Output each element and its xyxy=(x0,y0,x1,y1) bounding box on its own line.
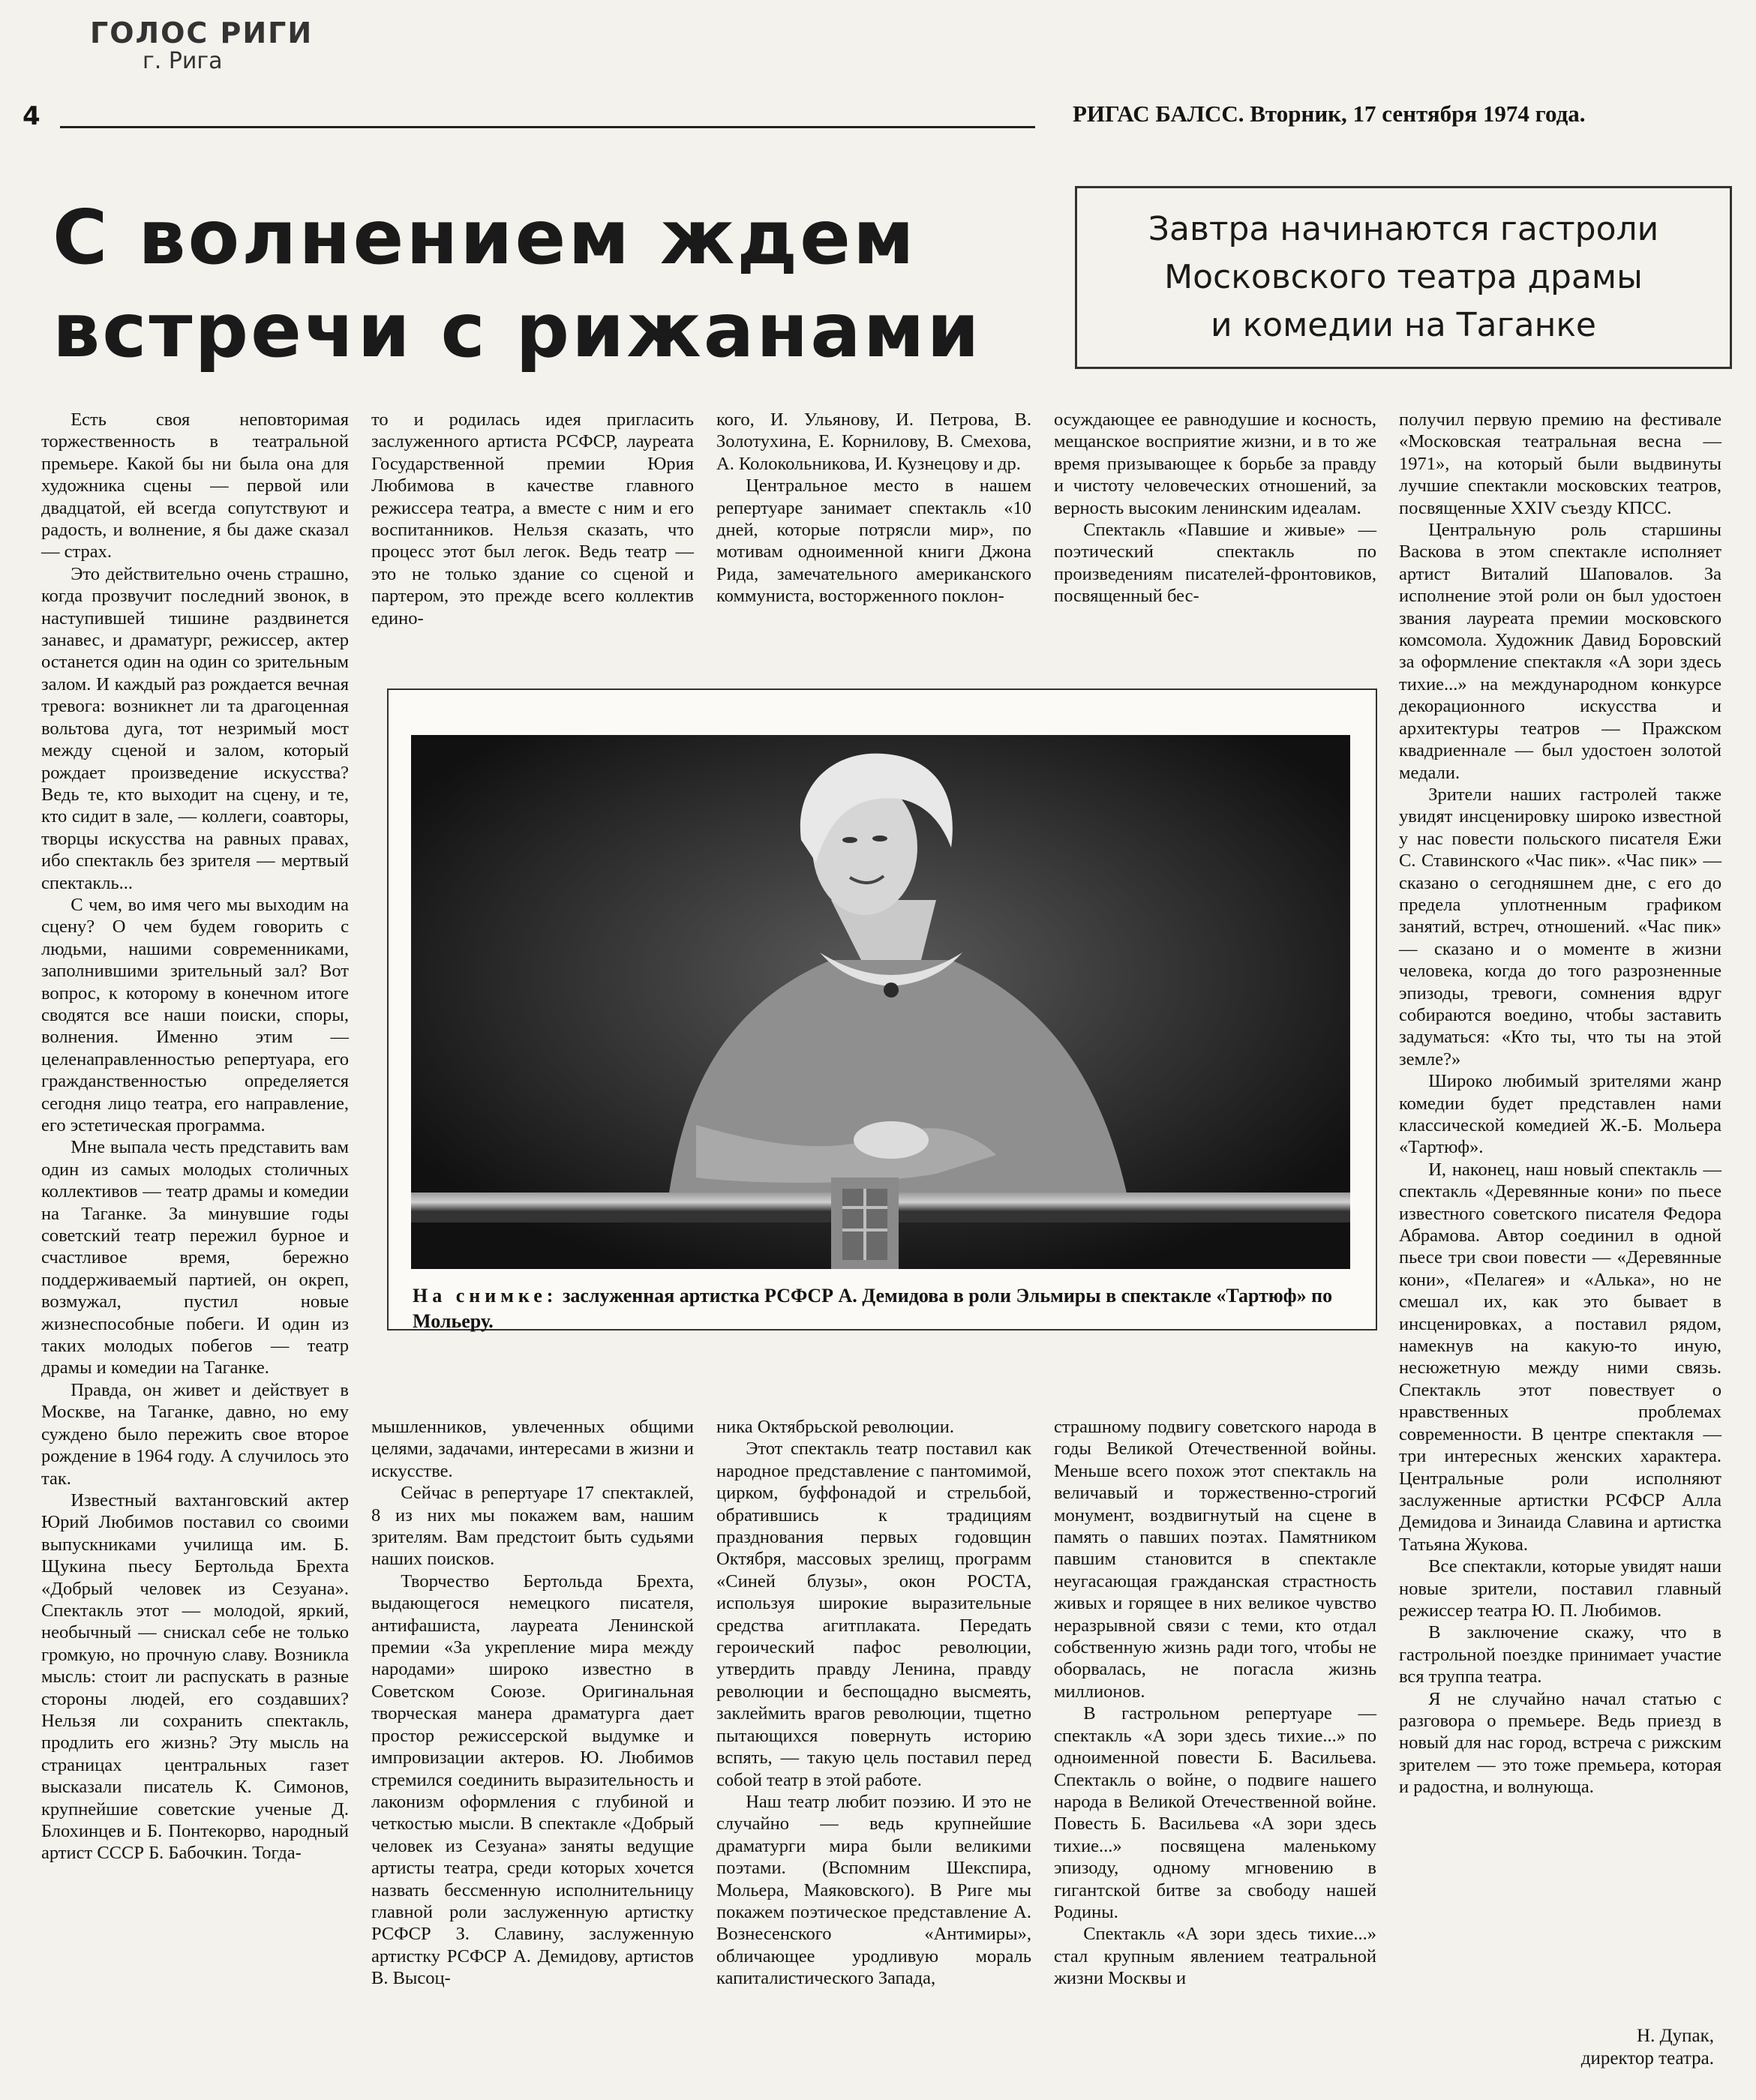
article-column-3-bottom xyxy=(716,1416,1031,1990)
caption-lead: На снимке: xyxy=(413,1285,558,1306)
paragraph: Этот спектакль театр поставил как народное представление с пантомимой, цирком, буффонадой и стрельбой, обратившись к традициям празднования первых годовщин Октября, массовых зрелищ, программ «Синей блузы», окон РОСТА, используя широкие выразительные средства агитплаката. Передать героический пафос революции, утвердить правду Ленина, правду революции и беспощадно высмеять, заклеймить врагов революции, тщетно пытающихся повернуть историю вспять, — такую цель поставил перед собой театр в этой работе. xyxy=(716,1438,1031,1790)
stamp-line-1: ГОЛОС РИГИ xyxy=(90,16,314,50)
paragraph: Правда, он живет и действует в Москве, на Таганке, давно, но ему суждено было пережить свое второе рождение в 1964 году. А случилось это так. xyxy=(41,1379,349,1489)
paragraph: Сейчас в репертуаре 17 спектаклей, 8 из них мы покажем вам, нашим зрителям. Вам предстоит быть судьями наших поисков. xyxy=(371,1483,694,1570)
library-stamp xyxy=(90,16,313,74)
subheadline-line-1: Завтра начинаются гастроли xyxy=(1148,210,1659,248)
paragraph: страшному подвигу советского народа в годы Великой Отечественной войны. Меньше всего похож этот спектакль на величавый и торжественно-строгий монумент, воздвигнутый на сцене в память о павших поэтах. Памятником павшим становится в спектакле неугасающая гражданская страстность живых и горящее в них великое чувство неразрывной связи с теми, кто отдал собственную жизнь ради того, чтобы не оборвалась, не погасла жизнь миллионов. xyxy=(1054,1417,1376,1702)
paragraph: Зрители наших гастролей также увидят инсценировку широко известной у нас повести польского писателя Ежи С. Ставинского «Час пик». «Час пик» — сказано о сегодняшнем дне, с его до предела уплотненным графиком занятий, встреч, отношений. «Час пик» — сказано и о моменте в жизни человека, когда до того разрозненные эпизоды, тревоги, сомнения вдруг собираются воедино, чтобы заставить задуматься: «Кто ты, что ты на этой земле?» xyxy=(1399,784,1721,1070)
paragraph: С чем, во имя чего мы выходим на сцену? О чем будем говорить с людьми, нашими современниками, заполнившими зрительный зал? Вот вопрос, к которому в конечном итоге сводятся все наши поиски, споры, волнения. Именно этим — целенаправленностью репертуара, его гражданственностью определяется сегодня лицо театра, его направление, его эстетическая программа. xyxy=(41,894,349,1136)
article-column-3-top xyxy=(716,409,1031,608)
author-signature xyxy=(1493,2025,1714,2070)
article-column-4-bottom xyxy=(1054,1416,1376,1990)
signature-name: Н. Дупак, xyxy=(1637,2026,1714,2046)
article-column-2-bottom xyxy=(371,1416,694,1990)
paragraph: осуждающее ее равнодушие и косность, мещанское восприятие жизни, и в то же время призывающее к борьбе за правду и чистоту человеческих отношений, за верность высоким ленинским идеалам. xyxy=(1054,410,1376,518)
paragraph: Центральную роль старшины Васкова в этом спектакле исполняет артист Виталий Шаповалов. За исполнение этой роли он был удостоен звания лауреата премии московского комсомола. Художник Давид Боровский за оформление спектакля «А зори здесь тихие...» на международном конкурсе декорационного искусства и архитектуры театров — Пражском квадриеннале — был удостоен золотой медали. xyxy=(1399,520,1721,783)
paragraph: получил первую премию на фестивале «Московская театральная весна — 1971», на который были выдвинуты лучшие спектакли московских театров, посвященные XXIV съезду КПСС. xyxy=(1399,410,1721,518)
actress-photo xyxy=(411,735,1350,1269)
masthead-rule xyxy=(60,126,1035,128)
paragraph: Наш театр любит поэзию. И это не случайно — ведь крупнейшие драматурги мира были великими поэтами. (Вспомним Шекспира, Мольера, Маяковского). В Риге мы покажем поэтическое представление А. Вознесенского «Антимиры», обличающее уродливую мораль капиталистического Запада, xyxy=(716,1791,1031,1989)
paragraph: Спектакль «А зори здесь тихие...» стал крупным явлением театральной жизни Москвы и xyxy=(1054,1924,1376,1989)
paragraph: ника Октябрьской революции. xyxy=(716,1417,955,1437)
paragraph: Спектакль «Павшие и живые» — поэтический спектакль по произведениям писателей-фронтовиков, посвященный бес- xyxy=(1054,520,1376,607)
paragraph: Мне выпала честь представить вам один из самых молодых столичных коллективов — театр драмы и комедии на Таганке. За минувшие годы советский театр пережил бурное и счастливое время, бережно поддерживаемый партией, он окреп, возмужал, пустил новые жизнеспособные побеги. И один из таких молодых побегов — театр драмы и комедии на Таганке. xyxy=(41,1137,349,1378)
paragraph: кого, И. Ульянову, И. Петрова, В. Золотухина, Е. Корнилову, В. Смехова, А. Колокольникова, И. Кузнецову и др. xyxy=(716,410,1031,474)
subheadline-line-2: Московского театра драмы xyxy=(1164,258,1643,296)
paragraph: мышленников, увлеченных общими целями, задачами, интересами в жизни и искусстве. xyxy=(371,1417,694,1481)
paragraph: Широко любимый зрителями жанр комедии будет представлен нами классической комедией Ж.-Б. Мольера «Тартюф». xyxy=(1399,1071,1721,1158)
headline-line-1: С волнением ждем xyxy=(53,194,917,281)
stamp-line-2: г. Рига xyxy=(143,48,223,74)
signature-title: директор театра. xyxy=(1580,2048,1714,2068)
paragraph: Я не случайно начал статью с разговора о премьере. Ведь приезд в новый для нас город, встреча с рижским зрителем — это тоже премьера, которая и радостна, и волнующа. xyxy=(1399,1688,1721,1798)
caption-text: заслуженная артистка РСФСР А. Демидова в роли Эльмиры в спектакле «Тартюф» по Мольеру. xyxy=(413,1285,1333,1332)
paragraph: Все спектакли, которые увидят наши новые зрители, поставил главный режиссер театра Ю. П. Любимов. xyxy=(1399,1556,1721,1621)
paragraph: Центральное место в нашем репертуаре занимает спектакль «10 дней, которые потрясли мир», по мотивам одноименной книги Джона Рида, замечательного американского коммуниста, восторженного поклон- xyxy=(716,476,1031,607)
paragraph: Творчество Бертольда Брехта, выдающегося немецкого писателя, антифашиста, лауреата Ленинской премии «За укрепление мира между народами» широко известно в Советском Союзе. Оригинальная творческая манера драматурга дает простор режиссерской выдумке и импровизации актеров. Ю. Любимов стремился соединить выразительность и лаконизм оформления с глубиной и четкостью мысли. В спектакле «Добрый человек из Сезуана» заняты ведущие артисты театра, среди которых хочется назвать бессменную исполнительницу главной роли заслуженную артистку РСФСР З. Славину, заслуженную артистку РСФСР А. Демидову, артистов В. Высоц- xyxy=(371,1570,694,1989)
headline-line-2: встречи с рижанами xyxy=(53,286,982,374)
paragraph: то и родилась идея пригласить заслуженного артиста РСФСР, лауреата Государственной премии Юрия Любимова в качестве главного режиссера театра, а вместе с ним и его воспитанников. Нельзя сказать, что процесс этот был легок. Ведь театр — это не только здание со сценой и партером, это прежде всего коллектив едино- xyxy=(371,410,694,628)
dateline: РИГАС БАЛСС. Вторник, 17 сентября 1974 года. xyxy=(1073,100,1586,127)
paragraph: И, наконец, наш новый спектакль — спектакль «Деревянные кони» по пьесе известного советского писателя Федора Абрамова. Автор соединил в одной пьесе три свои повести — «Деревянные кони», «Пелагея» и «Алька», но не смешал их, как это бывает в инсценировках, а поставил рядом, намекнув на какую-то иную, несюжетную между ними связь. Спектакль этот повествует о нравственных проблемах современности. В центре спектакля — три интересных женских характера. Центральные роли исполняют заслуженные артистки РСФСР Алла Демидова и Зинаида Славина и артистка Татьяна Жукова. xyxy=(1399,1159,1721,1555)
subheadline-line-3: и комедии на Таганке xyxy=(1210,306,1596,344)
paragraph: Это действительно очень страшно, когда прозвучит последний звонок, в наступившей тишине раздвинется занавес, и драматург, режиссер, актер останется один на один со зрительным залом. И каждый раз рождается вечная тревога: возникнет ли та драгоценная вольтова дуга, тот незримый мост между сценой и залом, который рождает произведение искусства? Ведь те, кто выходит на сцену, и те, кто сидит в зале, — коллеги, соавторы, творцы искусства на равных правах, ибо спектакль без зрителя — мертвый спектакль... xyxy=(41,563,349,893)
paragraph: Есть своя неповторимая торжественность в театральной премьере. Какой бы ни была она для художника сцены — первой или двадцатой, ей всегда сопутствуют и радость, и волнение, я бы даже сказал — страх. xyxy=(41,410,349,562)
paragraph: В гастрольном репертуаре — спектакль «А зори здесь тихие...» по одноименной повести Б. Васильева. Спектакль о войне, о подвиге нашего народа в Великой Отечественной войне. Повесть Б. Васильева «А зори здесь тихие...» посвящена маленькому эпизоду, одному мгновению в гигантской битве за свободу нашей Родины. xyxy=(1054,1703,1376,1922)
photo-caption xyxy=(413,1283,1350,1334)
article-column-2-top xyxy=(371,409,694,629)
page-number: 4 xyxy=(23,101,41,131)
paragraph: Известный вахтанговский актер Юрий Любимов поставил со своими выпускниками училища им. Б. Щукина пьесу Бертольда Брехта «Добрый человек из Сезуана». Спектакль этот — молодой, яркий, необычный — снискал себе не только громкую, но прочную славу. Возникла мысль: стоит ли распускать в разные стороны людей, его создавших? Нельзя ли сохранить спектакль, продлить его жизнь? Эту мысль на страницах центральных газет высказали писатель К. Симонов, крупнейшие советские ученые Д. Блохинцев и Б. Понтекорво, народный артист СССР Б. Бабочкин. Тогда- xyxy=(41,1490,349,1864)
article-column-1 xyxy=(41,409,349,2078)
subheadline-box xyxy=(1075,186,1732,369)
article-column-4-top xyxy=(1054,409,1376,608)
article-column-5 xyxy=(1399,409,1721,1798)
headline xyxy=(53,191,1050,377)
paragraph: В заключение скажу, что в гастрольной поездке принимает участие вся труппа театра. xyxy=(1399,1622,1721,1688)
